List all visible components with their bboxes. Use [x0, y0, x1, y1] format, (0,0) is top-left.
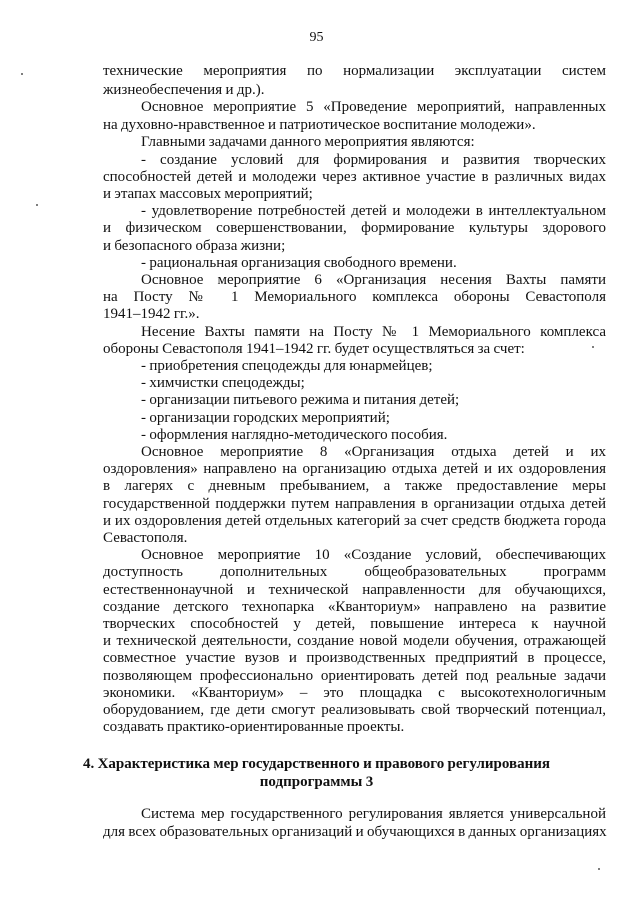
body-line: оздоровления» направлено на организацию отдыха детей и их оздоровления [103, 461, 606, 477]
body-line: создание детского технопарка «Кванториум» направлено на развитие [103, 599, 606, 615]
body-line: и технической деятельности, создание новой модели обучения, отражающей [103, 633, 606, 649]
body-line: - рациональная организация свободного времени. [141, 255, 457, 271]
body-line: для всех образовательных организаций и обучающихся в данных организациях [103, 824, 607, 840]
body-line: жизнеобеспечения и др.). [103, 82, 265, 98]
body-line: - организации городских мероприятий; [141, 410, 390, 426]
body-line: - удовлетворение потребностей детей и молодежи в интеллектуальном [141, 203, 606, 219]
body-line: Основное мероприятие 8 «Организация отдыха детей и их [141, 444, 606, 460]
scan-speck [21, 73, 23, 75]
scan-speck [36, 204, 38, 206]
body-line: 1941–1942 гг.». [103, 306, 200, 322]
body-line: государственной поддержки путем направления в организации отдыха детей [103, 496, 606, 512]
body-line: естественнонаучной и технической направленности для обучающихся, [103, 582, 606, 598]
body-line: - оформления наглядно-методического пособия. [141, 427, 448, 443]
body-line: - организации питьевого режима и питания детей; [141, 392, 460, 408]
body-line: создавать практико-ориентированные проекты. [103, 719, 405, 735]
body-line: технические мероприятия по нормализации эксплуатации систем [103, 63, 606, 79]
section-heading: 4. Характеристика мер государственного и правового регулирования [82, 756, 551, 772]
body-line: обороны Севастополя 1941–1942 гг. будет осуществляться за счет: [103, 341, 525, 357]
body-line: на духовно-нравственное и патриотическое воспитание молодежи». [103, 117, 536, 133]
scan-speck [598, 868, 600, 870]
body-line: экономики. «Кванториум» – это площадка с высокотехнологичным [103, 685, 606, 701]
body-line: Основное мероприятие 6 «Организация несения Вахты памяти [141, 272, 606, 288]
body-line: способностей детей и молодежи через активное участие в различных видах [103, 169, 606, 185]
body-line: и безопасного образа жизни; [103, 238, 286, 254]
body-line: и физическом совершенствовании, формирование культуры здорового [103, 220, 606, 236]
body-line: в лагерях с дневным пребыванием, а также предоставление меры [103, 478, 606, 494]
body-line: Основное мероприятие 5 «Проведение мероприятий, направленных [141, 99, 606, 115]
body-line: - химчистки спецодежды; [141, 375, 305, 391]
body-line: Главными задачами данного мероприятия являются: [141, 134, 475, 150]
page-number: 95 [309, 30, 324, 45]
body-line: Основное мероприятие 10 «Создание условий, обеспечивающих [141, 547, 606, 563]
body-line: и этапах массовых мероприятий; [103, 186, 313, 202]
body-line: на Посту № 1 Мемориального комплекса обороны Севастополя [103, 289, 606, 305]
body-line: совместное участие вузов и производственных предприятий в процессе, [103, 650, 606, 666]
body-line: Система мер государственного регулирования является универсальной [141, 806, 606, 822]
body-line: позволяющем профессионально ориентировать детей под реальные задачи [103, 668, 606, 684]
body-line: оборудованием, где дети смогут реализовывать свой творческий потенциал, [103, 702, 606, 718]
body-line: творческих способностей у детей, повышение интереса к научной [103, 616, 606, 632]
body-line: и их оздоровления детей отдельных категорий за счет средств бюджета города [103, 513, 606, 529]
body-line: - создание условий для формирования и развития творческих [141, 152, 606, 168]
section-heading: подпрограммы 3 [259, 774, 374, 790]
body-line: доступность дополнительных общеобразовательных программ [103, 564, 606, 580]
body-line: - приобретения спецодежды для юнармейцев; [141, 358, 433, 374]
body-line: Севастополя. [103, 530, 188, 546]
body-line: Несение Вахты памяти на Посту № 1 Мемориального комплекса [141, 324, 606, 340]
scan-speck [592, 346, 594, 348]
